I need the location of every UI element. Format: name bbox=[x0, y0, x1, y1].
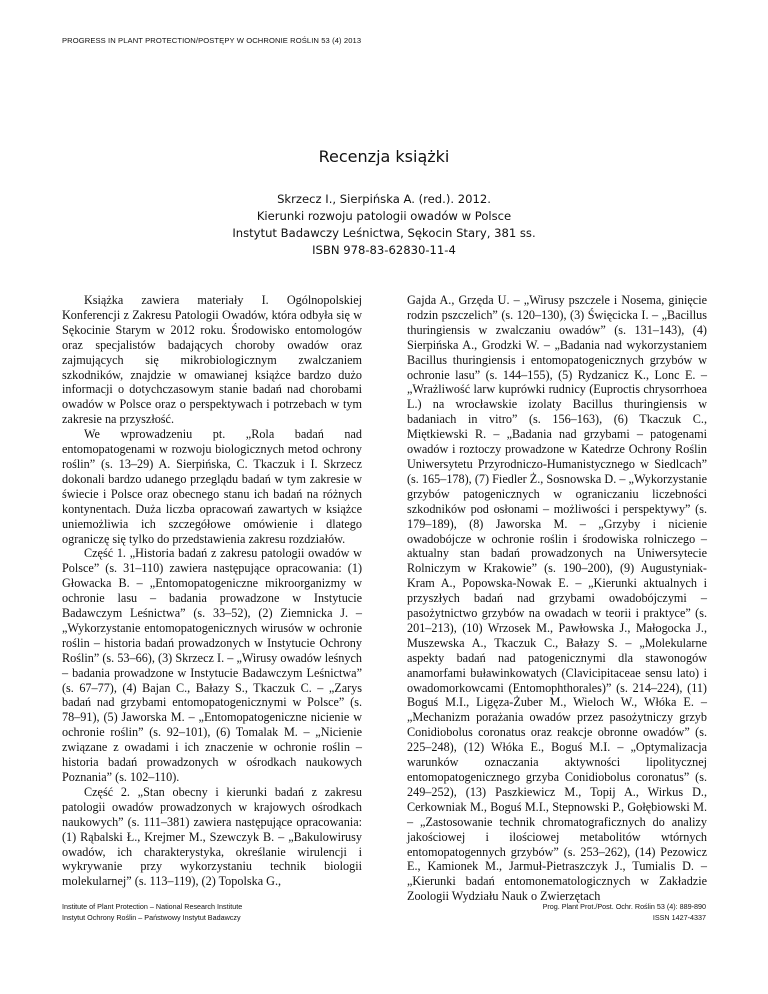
paragraph: We wprowadzeniu pt. „Rola badań nad entomopatogenami w rozwoju biologicznych metod ochrony roślin” (s. 13–29) A. Sierpińska, C. Tkaczuk i I. Skrzecz dokonali bardzo udanego przeglądu badań w tym zakresie w świecie i Polsce oraz obecnego stanu ich badań na różnych kontynentach. Duża liczba opracowań zawartych w książce uniemożliwia ich szczegółowe omówienie i dlatego ograniczę się tylko do przedstawienia zakresu rozdziałów. bbox=[62, 427, 362, 546]
paragraph: Gajda A., Grzęda U. – „Wirusy pszczele i Nosema, ginięcie rodzin pszczelich” (s. 120–130), (3) Święcicka I. – „Bacillus thuringiensis w zwalczaniu owadów” (s. 131–143), (4) Sierpińska A., Grodzki W. – „Badania nad wykorzystaniem Bacillus thuringiensis i entomopatogenicznych grzybów w ochronie lasu” (s. 144–155), (5) Rydzanicz K., Lonc E. – „Wrażliwość larw kuprówki rudnicy (Euproctis chrysorrhoea L.) na wrocławskie izolaty Bacillus thuringiensis w badaniach in vitro” (s. 156–163), (6) Tkaczuk C., Miętkiewski R. – „Badania nad grzybami – patogenami owadów i roztoczy prowadzone w Katedrze Ochrony Roślin Uniwersytetu Przyrodniczo-Humanistycznego w Siedlcach” (s. 165–178), (7) Fiedler Ż., Sosnowska D. – „Wykorzystanie grzybów patogenicznych w ograniczaniu liczebności szkodników pod osłonami – możliwości i perspektywy” (s. 179–189), (8) Jaworska M. – „Grzyby i nicienie owadobójcze w ochronie roślin i środowiska rolniczego – aktualny stan badań prowadzonych na Uniwersytecie Rolniczym w Krakowie” (s. 190–200), (9) Augustyniak-Kram A., Popowska-Nowak E. – „Kierunki aktualnych i przyszłych badań nad grzybami owadobójczymi – pasożytnictwo grzybów na owadach w teorii i praktyce” (s. 201–213), (10) Wrzosek M., Pawłowska J., Małogocka J., Muszewska A., Tkaczuk C., Bałazy S. – „Molekularne aspekty badań nad patogenicznymi dla stawonogów anamorfami buławinkowatych (Clavicipitaceae sensu lato) i owadomorkowcami (Entomophthorales)” (s. 214–224), (11) Boguś M.I., Ligęza-Żuber M., Wieloch W., Włóka E. – „Mechanizm porażania owadów przez pasożytniczy grzyb Conidiobolus coronatus oraz reakcje obronne owadów” (s. 225–248), (12) Włóka E., Boguś M.I. – „Optymalizacja warunków oznaczania aktywności lipolitycznej entomopatogenicznego grzyba Conidiobolus coronatus” (s. 249–252), (13) Paszkiewicz M., Topij A., Wirkus D., Cerkowniak M., Boguś M.I., Stepnowski P., Gołębiowski M. – „Zastosowanie technik chromatograficznych do analizy jakościowej i ilościowej metabolitów wtórnych entomopatogennych grzybów” (s. 253–262), (14) Pezowicz E., Kamionek M., Jarmuł-Pietraszczyk J., Tumialis D. – „Kierunki badań entomonematologicznych w Zakładzie Zoologii Wydziału Nauk o Zwierzętach bbox=[407, 293, 707, 904]
book-isbn: ISBN 978-83-62830-11-4 bbox=[312, 243, 456, 257]
left-column bbox=[62, 293, 362, 889]
page-title: Recenzja książki bbox=[318, 147, 450, 166]
footer-issn: ISSN 1427-4337 bbox=[652, 912, 706, 922]
book-title: Kierunki rozwoju patologii owadów w Polsce bbox=[256, 209, 512, 223]
book-citation bbox=[0, 191, 768, 259]
footer-institute-en: Institute of Plant Protection – National Research Institute bbox=[62, 902, 243, 911]
paragraph: Książka zawiera materiały I. Ogólnopolskiej Konferencji z Zakresu Patologii Owadów, która odbyła się w Sękocinie Starym w 2012 roku. Środowisko entomologów oraz specjalistów badających choroby owadów oraz zajmujących się mikrobiologicznym zwalczaniem szkodników, znajdzie w omawianej książce bardzo dużo informacji o dotychczasowym stanie badań nad chorobami owadów w Polsce oraz o perspektywach i potrzebach w tym zakresie na przyszłość. bbox=[62, 293, 362, 427]
right-column bbox=[407, 293, 707, 904]
footer-institute bbox=[62, 902, 242, 923]
footer-journal bbox=[543, 902, 706, 923]
footer-institute-pl: Instytut Ochrony Roślin – Państwowy Instytut Badawczy bbox=[62, 912, 241, 922]
footer-citation: Prog. Plant Prot./Post. Ochr. Roślin 53 (4): 889-890 bbox=[542, 902, 706, 911]
paragraph: Część 2. „Stan obecny i kierunki badań z zakresu patologii owadów prowadzonych w krajowych ośrodkach naukowych” (s. 111–381) zawiera następujące opracowania: (1) Rąbalski Ł., Krejmer M., Szewczyk B. – „Bakulowirusy owadów, ich charakterystyka, określanie wirulencji i wykrywanie przy wykorzystaniu technik biologii molekularnej” (s. 113–119), (2) Topolska G., bbox=[62, 784, 362, 889]
paragraph: Część 1. „Historia badań z zakresu patologii owadów w Polsce” (s. 31–110) zawiera następujące opracowania: (1) Głowacka B. – „Entomopatogeniczne mikroorganizmy w ochronie lasu – badania prowadzone w Instytucie Badawczym Leśnictwa” (s. 33–52), (2) Ziemnicka J. – „Wykorzystanie entomopatogenicznych wirusów w ochronie roślin – historia badań prowadzonych w Instytucie Ochrony Roślin” (s. 53–66), (3) Skrzecz I. – „Wirusy owadów leśnych – badania prowadzone w Instytucie Badawczym Leśnictwa” (s. 67–77), (4) Bajan C., Bałazy S., Tkaczuk C. – „Zarys badań nad grzybami entomopatogenicznymi w Polsce” (s. 78–91), (5) Jaworska M. – „Entomopatogeniczne nicienie w ochronie roślin” (s. 92–101), (6) Tomalak M. – „Nicienie związane z owadami i ich znaczenie w ochronie roślin – historia badań prowadzonych w ośrodkach naukowych Poznania” (s. 102–110). bbox=[62, 546, 362, 784]
running-head: PROGRESS IN PLANT PROTECTION/POSTĘPY W OCHRONIE ROŚLIN 53 (4) 2013 bbox=[62, 36, 362, 45]
book-authors: Skrzecz I., Sierpińska A. (red.). 2012. bbox=[277, 192, 491, 206]
book-publisher: Instytut Badawczy Leśnictwa, Sękocin Stary, 381 ss. bbox=[232, 226, 536, 240]
